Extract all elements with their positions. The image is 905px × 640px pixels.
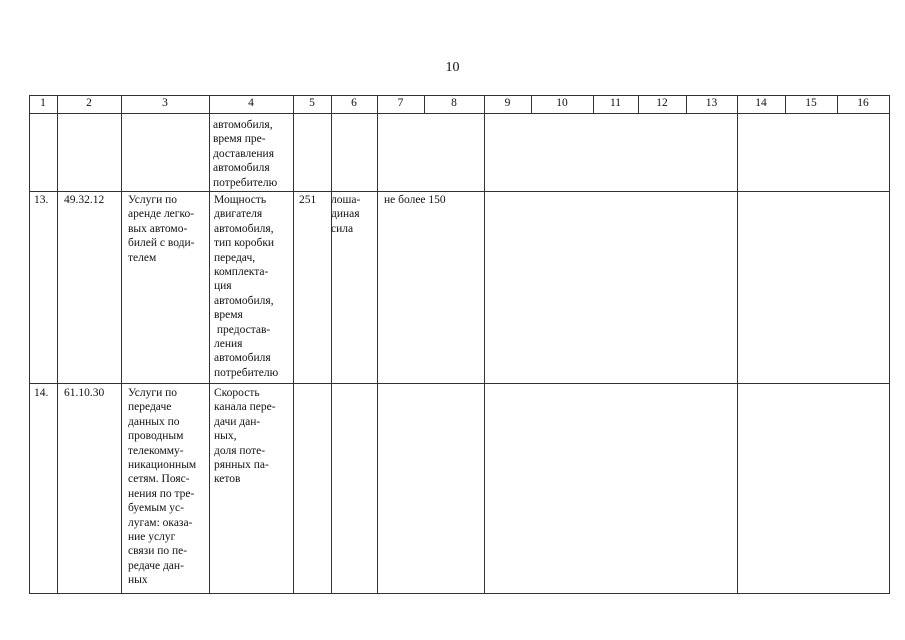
header-cell: 5 (309, 97, 315, 109)
row-13-characteristic: Мощность двигателя автомобиля, тип коробки передач, комплекта- ция автомобиля, время предостав- ления автомобиля потребителю (214, 194, 279, 379)
header-cell: 4 (248, 97, 254, 109)
header-bottom-border (29, 113, 890, 114)
header-cell: 6 (351, 97, 357, 109)
header-cell: 1 (40, 97, 46, 109)
col-border (293, 95, 294, 594)
col-border (121, 95, 122, 594)
header-cell: 15 (805, 97, 817, 109)
header-cell: 16 (857, 97, 869, 109)
col-border (57, 95, 58, 594)
col-border (377, 95, 378, 594)
page-number: 10 (445, 60, 460, 75)
header-cell: 14 (755, 97, 767, 109)
row-1-characteristic: автомобиля, время пре- доставления автомобиля потребителю (213, 119, 278, 189)
col-border (331, 95, 332, 594)
header-cell: 8 (451, 97, 457, 109)
row-13-code: 49.32.12 (64, 194, 105, 206)
header-cell: 9 (504, 97, 511, 109)
row-14-code: 61.10.30 (64, 387, 105, 399)
table-bottom-border (29, 593, 890, 594)
row-2-bottom-border (29, 383, 890, 384)
row-1-bottom-border (29, 191, 890, 192)
col-border (209, 95, 210, 594)
row-14-service-name: Услуги по передаче данных по проводным телекомму- никационным сетям. Пояс- нения по тре- буемым ус- лугам: оказа- ние услуг связи по пе- редаче дан- ных (128, 387, 197, 587)
header-cell: 10 (556, 97, 568, 109)
col-border (737, 95, 738, 594)
col-border (29, 95, 30, 594)
row-13-col7: не более 150 (384, 194, 446, 206)
row-13-col5: 251 (299, 194, 317, 206)
row-13-unit: лоша- диная сила (331, 194, 361, 235)
row-13-number: 13. (34, 194, 49, 206)
row-13-service-name: Услуги по аренде легко- вых автомо- билей с води- телем (128, 194, 195, 264)
header-cell: 7 (397, 97, 404, 109)
header-cell: 2 (86, 97, 92, 109)
header-cell: 11 (609, 97, 622, 109)
row-14-characteristic: Скорость канала пере- дачи дан- ных, доля поте- рянных па- кетов (214, 387, 276, 486)
header-cell: 12 (656, 97, 668, 109)
header-cell: 3 (162, 97, 168, 109)
col-border (889, 95, 890, 594)
header-cell: 13 (705, 97, 718, 109)
row-14-number: 14. (34, 387, 49, 399)
col-border (484, 95, 485, 594)
table-top-border (29, 95, 890, 96)
